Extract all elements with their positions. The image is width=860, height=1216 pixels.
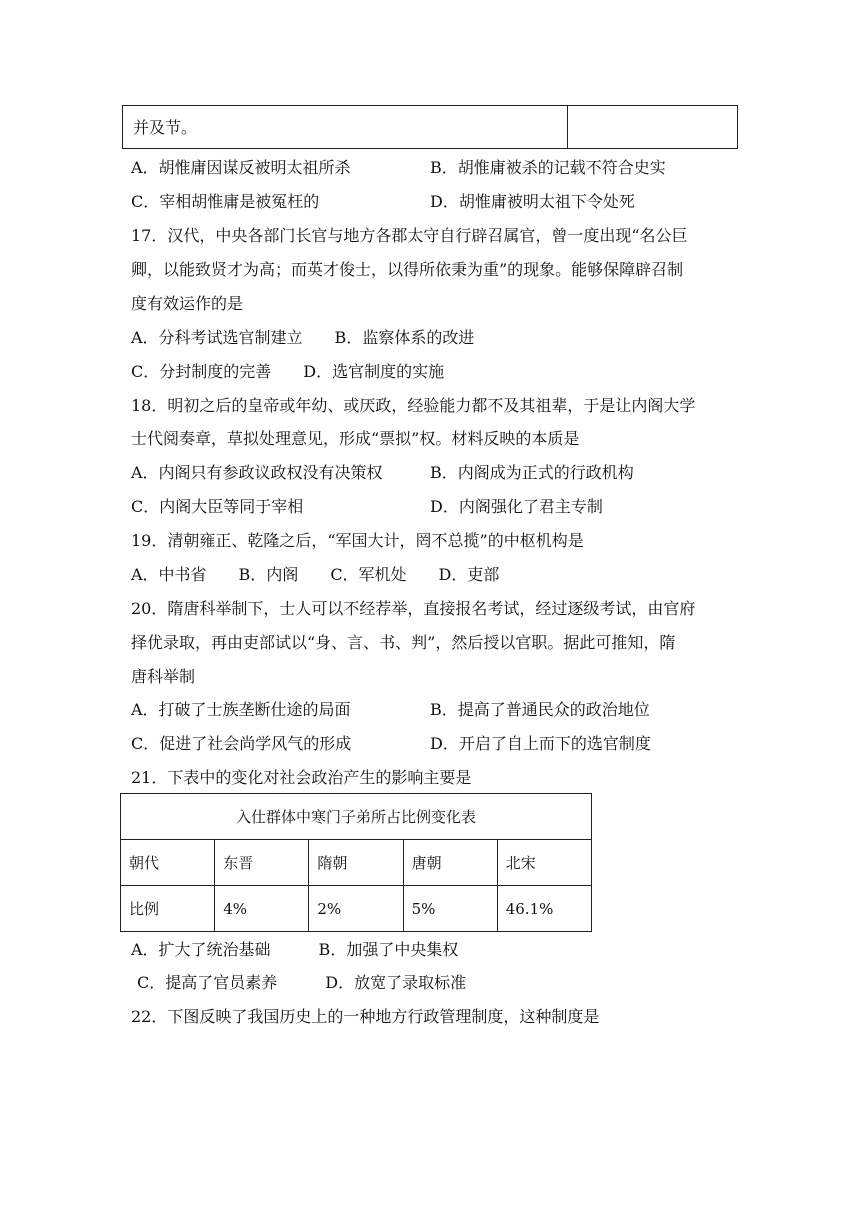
table-divider — [567, 106, 568, 148]
option-d: D．胡惟庸被明太祖下令处死 — [430, 192, 635, 211]
question-stem-line: 18．明初之后的皇帝或年幼、或厌政，经验能力都不及其祖辈，于是让内阁大学 — [131, 396, 696, 415]
options-line: C．分封制度的完善 D．选官制度的实施 — [131, 362, 445, 381]
table-cell: 朝代 — [121, 840, 215, 886]
table-cell: 北宋 — [497, 840, 591, 886]
table-cell: 东晋 — [215, 840, 309, 886]
question-stem: 21．下表中的变化对社会政治产生的影响主要是 — [131, 768, 472, 787]
question-stem-line: 20．隋唐科举制下，士人可以不经荐举，直接报名考试，经过逐级考试，由官府 — [131, 599, 696, 618]
table-cell: 隋朝 — [309, 840, 403, 886]
question-stem-line: 唐科举制 — [131, 667, 196, 686]
question-stem-line: 择优录取，再由吏部试以“身、言、书、判”，然后授以官职。据此可推知，隋 — [131, 633, 676, 652]
question-stem-line: 17．汉代，中央各部门长官与地方各郡太守自行辟召属官，曾一度出现“名公巨 — [131, 226, 688, 245]
options-line: A．中书省 B．内阁 C．军机处 D．吏部 — [131, 565, 500, 584]
table-cell: 46.1% — [497, 886, 591, 932]
table-caption: 入仕群体中寒门子弟所占比例变化表 — [121, 794, 592, 840]
question-stem: 19．清朝雍正、乾隆之后，“军国大计，罔不总揽”的中枢机构是 — [131, 531, 584, 550]
option-b: B．胡惟庸被杀的记载不符合史实 — [430, 158, 666, 177]
option-c: C．内阁大臣等同于宰相 — [131, 497, 304, 516]
table-row — [121, 840, 592, 886]
option-b: B．提高了普通民众的政治地位 — [430, 700, 650, 719]
options-line: C．提高了官员素养 D．放宽了录取标准 — [137, 973, 467, 992]
question-stem-line: 度有效运作的是 — [131, 294, 244, 313]
ratio-table — [120, 793, 592, 932]
table-cell: 4% — [215, 886, 309, 932]
table-cell: 2% — [309, 886, 403, 932]
question-stem-line: 士代阅奏章，草拟处理意见，形成“票拟”权。材料反映的本质是 — [131, 429, 580, 448]
continued-table — [122, 105, 738, 149]
table-row — [121, 886, 592, 932]
options-line: A．分科考试选官制建立 B．监察体系的改进 — [131, 328, 475, 347]
option-a: A．打破了士族垄断仕途的局面 — [131, 700, 351, 719]
option-a: A．内阁只有参政议政权没有决策权 — [131, 463, 383, 482]
table-cell: 比例 — [121, 886, 215, 932]
question-stem-line: 卿，以能致贤才为高；而英才俊士，以得所依秉为重”的现象。能够保障辟召制 — [131, 260, 684, 279]
options-line: A．扩大了统治基础 B．加强了中央集权 — [131, 940, 459, 959]
option-d: D．内阁强化了君主专制 — [430, 497, 603, 516]
option-c: C．促进了社会尚学风气的形成 — [131, 734, 352, 753]
table-cell: 唐朝 — [403, 840, 497, 886]
question-stem: 22．下图反映了我国历史上的一种地方行政管理制度，这种制度是 — [131, 1007, 600, 1026]
option-c: C．宰相胡惟庸是被冤枉的 — [131, 192, 320, 211]
table-cell: 并及节。 — [133, 118, 198, 137]
table-cell: 5% — [403, 886, 497, 932]
option-a: A．胡惟庸因谋反被明太祖所杀 — [131, 158, 351, 177]
option-d: D．开启了自上而下的选官制度 — [430, 734, 651, 753]
option-b: B．内阁成为正式的行政机构 — [430, 463, 634, 482]
